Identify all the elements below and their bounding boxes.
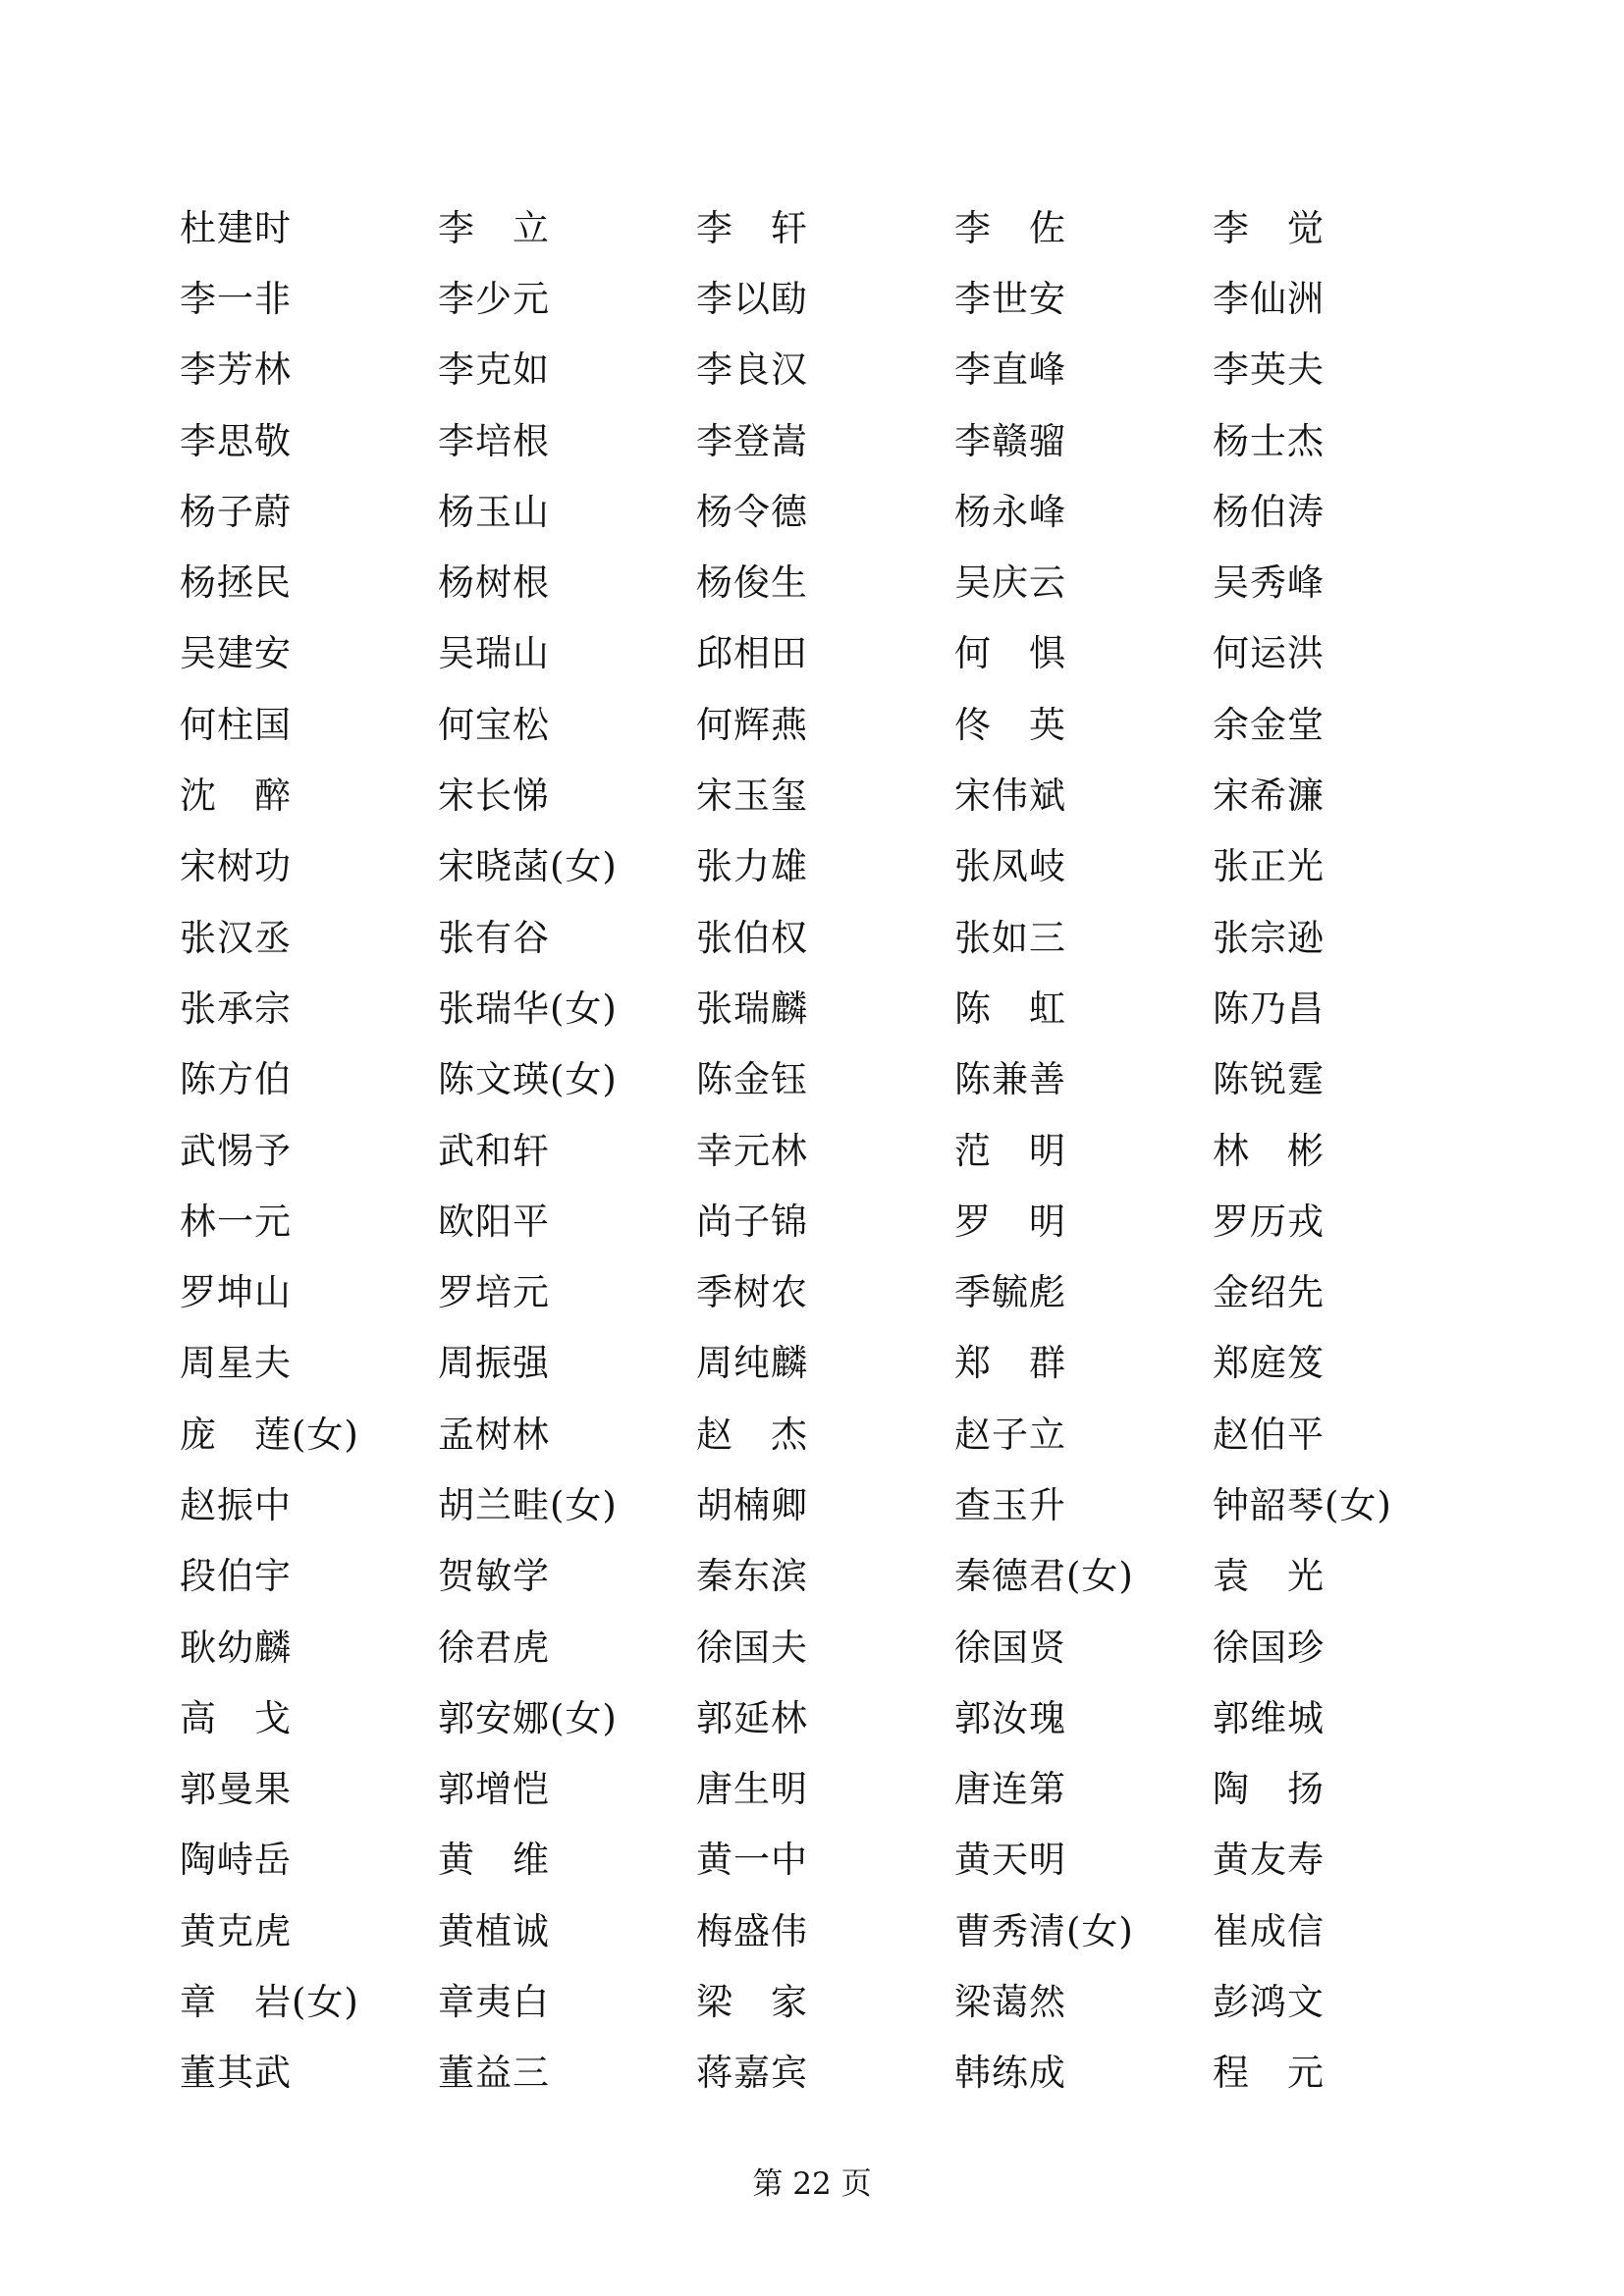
name-cell: 黄友寿 bbox=[1213, 1839, 1325, 1882]
name-cell: 梁蔼然 bbox=[954, 1981, 1066, 2024]
name-list bbox=[180, 192, 1436, 2109]
name-cell: 邱相田 bbox=[696, 632, 808, 675]
name-cell: 唐生明 bbox=[696, 1768, 808, 1811]
name-cell: 徐国珍 bbox=[1213, 1626, 1325, 1669]
name-cell: 陈文瑛(女) bbox=[438, 1058, 618, 1101]
name-cell: 黄植诚 bbox=[438, 1909, 550, 1952]
name-cell: 杨树根 bbox=[438, 561, 550, 605]
name-cell: 李世安 bbox=[954, 277, 1066, 320]
name-cell: 黄一中 bbox=[696, 1839, 808, 1882]
name-cell: 季树农 bbox=[696, 1271, 808, 1314]
name-cell: 张瑞麟 bbox=[696, 987, 808, 1030]
name-cell: 秦德君(女) bbox=[954, 1555, 1134, 1598]
name-cell: 蒋嘉宾 bbox=[696, 2052, 808, 2095]
name-cell: 徐国夫 bbox=[696, 1626, 808, 1669]
name-cell: 张伯权 bbox=[696, 916, 808, 959]
name-cell: 李思敬 bbox=[180, 419, 292, 462]
name-cell: 罗培元 bbox=[438, 1271, 550, 1314]
name-cell: 尚子锦 bbox=[696, 1200, 808, 1243]
name-cell: 黄克虎 bbox=[180, 1909, 292, 1952]
name-cell: 黄 维 bbox=[438, 1839, 550, 1882]
name-cell: 赵子立 bbox=[954, 1413, 1066, 1456]
name-cell: 董益三 bbox=[438, 2052, 550, 2095]
name-cell: 杨子蔚 bbox=[180, 490, 292, 533]
name-cell: 韩练成 bbox=[954, 2052, 1066, 2095]
name-cell: 章夷白 bbox=[438, 1981, 550, 2024]
name-cell: 秦东滨 bbox=[696, 1555, 808, 1598]
name-cell: 林一元 bbox=[180, 1200, 292, 1243]
name-cell: 李仙洲 bbox=[1213, 277, 1325, 320]
name-cell: 李直峰 bbox=[954, 348, 1066, 392]
name-cell: 宋树功 bbox=[180, 845, 292, 888]
name-cell: 武惕予 bbox=[180, 1129, 292, 1172]
name-cell: 杨玉山 bbox=[438, 490, 550, 533]
name-cell: 武和轩 bbox=[438, 1129, 550, 1172]
name-cell: 陈 虹 bbox=[954, 987, 1066, 1030]
name-cell: 吴庆云 bbox=[954, 561, 1066, 605]
name-cell: 张力雄 bbox=[696, 845, 808, 888]
name-cell: 李赣骝 bbox=[954, 419, 1066, 462]
name-cell: 郑 群 bbox=[954, 1342, 1066, 1385]
name-cell: 张汉丞 bbox=[180, 916, 292, 959]
name-cell: 高 戈 bbox=[180, 1696, 292, 1739]
name-cell: 何辉燕 bbox=[696, 703, 808, 746]
name-cell: 陈乃昌 bbox=[1213, 987, 1325, 1030]
name-cell: 梅盛伟 bbox=[696, 1909, 808, 1952]
name-cell: 李培根 bbox=[438, 419, 550, 462]
name-cell: 钟韶琴(女) bbox=[1213, 1483, 1392, 1526]
name-cell: 耿幼麟 bbox=[180, 1626, 292, 1669]
name-cell: 崔成信 bbox=[1213, 1909, 1325, 1952]
name-cell: 张如三 bbox=[954, 916, 1066, 959]
name-cell: 杨永峰 bbox=[954, 490, 1066, 533]
name-cell: 李良汉 bbox=[696, 348, 808, 392]
name-cell: 郭安娜(女) bbox=[438, 1696, 618, 1739]
name-cell: 章 岩(女) bbox=[180, 1981, 359, 2024]
name-cell: 杨士杰 bbox=[1213, 419, 1325, 462]
name-cell: 吴秀峰 bbox=[1213, 561, 1325, 605]
name-cell: 张承宗 bbox=[180, 987, 292, 1030]
name-cell: 何柱国 bbox=[180, 703, 292, 746]
name-cell: 余金堂 bbox=[1213, 703, 1325, 746]
name-cell: 宋玉玺 bbox=[696, 774, 808, 818]
name-cell: 何运洪 bbox=[1213, 632, 1325, 675]
name-cell: 张瑞华(女) bbox=[438, 987, 618, 1030]
name-cell: 李以劻 bbox=[696, 277, 808, 320]
name-cell: 郭延林 bbox=[696, 1696, 808, 1739]
name-cell: 张有谷 bbox=[438, 916, 550, 959]
name-cell: 陈锐霆 bbox=[1213, 1058, 1325, 1101]
name-cell: 贺敏学 bbox=[438, 1555, 550, 1598]
name-cell: 周纯麟 bbox=[696, 1342, 808, 1385]
name-cell: 郑庭笈 bbox=[1213, 1342, 1325, 1385]
name-cell: 欧阳平 bbox=[438, 1200, 550, 1243]
name-cell: 宋长悌 bbox=[438, 774, 550, 818]
name-cell: 陈兼善 bbox=[954, 1058, 1066, 1101]
name-cell: 李 轩 bbox=[696, 206, 808, 249]
name-cell: 季毓彪 bbox=[954, 1271, 1066, 1314]
name-cell: 徐君虎 bbox=[438, 1626, 550, 1669]
name-cell: 罗历戎 bbox=[1213, 1200, 1325, 1243]
name-cell: 吴瑞山 bbox=[438, 632, 550, 675]
name-cell: 袁 光 bbox=[1213, 1555, 1325, 1598]
name-cell: 梁 家 bbox=[696, 1981, 808, 2024]
name-cell: 何 惧 bbox=[954, 632, 1066, 675]
name-cell: 徐国贤 bbox=[954, 1626, 1066, 1669]
name-cell: 查玉升 bbox=[954, 1483, 1066, 1526]
name-cell: 段伯宇 bbox=[180, 1555, 292, 1598]
name-cell: 曹秀清(女) bbox=[954, 1909, 1134, 1952]
name-cell: 郭维城 bbox=[1213, 1696, 1325, 1739]
name-cell: 李克如 bbox=[438, 348, 550, 392]
name-cell: 杨伯涛 bbox=[1213, 490, 1325, 533]
name-cell: 庞 莲(女) bbox=[180, 1413, 359, 1456]
name-cell: 罗坤山 bbox=[180, 1271, 292, 1314]
name-cell: 杜建时 bbox=[180, 206, 292, 249]
name-cell: 罗 明 bbox=[954, 1200, 1066, 1243]
name-cell: 李一非 bbox=[180, 277, 292, 320]
name-cell: 林 彬 bbox=[1213, 1129, 1325, 1172]
name-cell: 赵伯平 bbox=[1213, 1413, 1325, 1456]
name-cell: 胡兰畦(女) bbox=[438, 1483, 618, 1526]
name-cell: 宋伟斌 bbox=[954, 774, 1066, 818]
name-cell: 李 立 bbox=[438, 206, 550, 249]
name-cell: 李登嵩 bbox=[696, 419, 808, 462]
name-cell: 陈方伯 bbox=[180, 1058, 292, 1101]
name-cell: 沈 醉 bbox=[180, 774, 292, 818]
name-cell: 黄天明 bbox=[954, 1839, 1066, 1882]
name-cell: 范 明 bbox=[954, 1129, 1066, 1172]
name-cell: 宋希濂 bbox=[1213, 774, 1325, 818]
name-cell: 杨令德 bbox=[696, 490, 808, 533]
name-cell: 陶峙岳 bbox=[180, 1839, 292, 1882]
name-cell: 程 元 bbox=[1213, 2052, 1325, 2095]
page-number: 第 22 页 bbox=[752, 2166, 872, 2202]
name-cell: 周振强 bbox=[438, 1342, 550, 1385]
name-cell: 郭曼果 bbox=[180, 1768, 292, 1811]
name-cell: 佟 英 bbox=[954, 703, 1066, 746]
name-cell: 张宗逊 bbox=[1213, 916, 1325, 959]
name-cell: 唐连第 bbox=[954, 1768, 1066, 1811]
name-cell: 杨俊生 bbox=[696, 561, 808, 605]
name-cell: 周星夫 bbox=[180, 1342, 292, 1385]
name-cell: 宋晓菡(女) bbox=[438, 845, 618, 888]
name-cell: 赵振中 bbox=[180, 1483, 292, 1526]
name-cell: 杨拯民 bbox=[180, 561, 292, 605]
name-cell: 李 佐 bbox=[954, 206, 1066, 249]
name-cell: 李 觉 bbox=[1213, 206, 1325, 249]
name-cell: 金绍先 bbox=[1213, 1271, 1325, 1314]
name-cell: 吴建安 bbox=[180, 632, 292, 675]
name-cell: 郭增恺 bbox=[438, 1768, 550, 1811]
name-cell: 孟树林 bbox=[438, 1413, 550, 1456]
name-cell: 郭汝瑰 bbox=[954, 1696, 1066, 1739]
name-cell: 胡楠卿 bbox=[696, 1483, 808, 1526]
name-cell: 陈金钰 bbox=[696, 1058, 808, 1101]
name-cell: 何宝松 bbox=[438, 703, 550, 746]
name-cell: 彭鸿文 bbox=[1213, 1981, 1325, 2024]
name-cell: 张凤岐 bbox=[954, 845, 1066, 888]
name-cell: 赵 杰 bbox=[696, 1413, 808, 1456]
name-cell: 李少元 bbox=[438, 277, 550, 320]
name-cell: 董其武 bbox=[180, 2052, 292, 2095]
name-cell: 陶 扬 bbox=[1213, 1768, 1325, 1811]
name-cell: 张正光 bbox=[1213, 845, 1325, 888]
name-cell: 李英夫 bbox=[1213, 348, 1325, 392]
name-cell: 李芳林 bbox=[180, 348, 292, 392]
name-cell: 幸元林 bbox=[696, 1129, 808, 1172]
